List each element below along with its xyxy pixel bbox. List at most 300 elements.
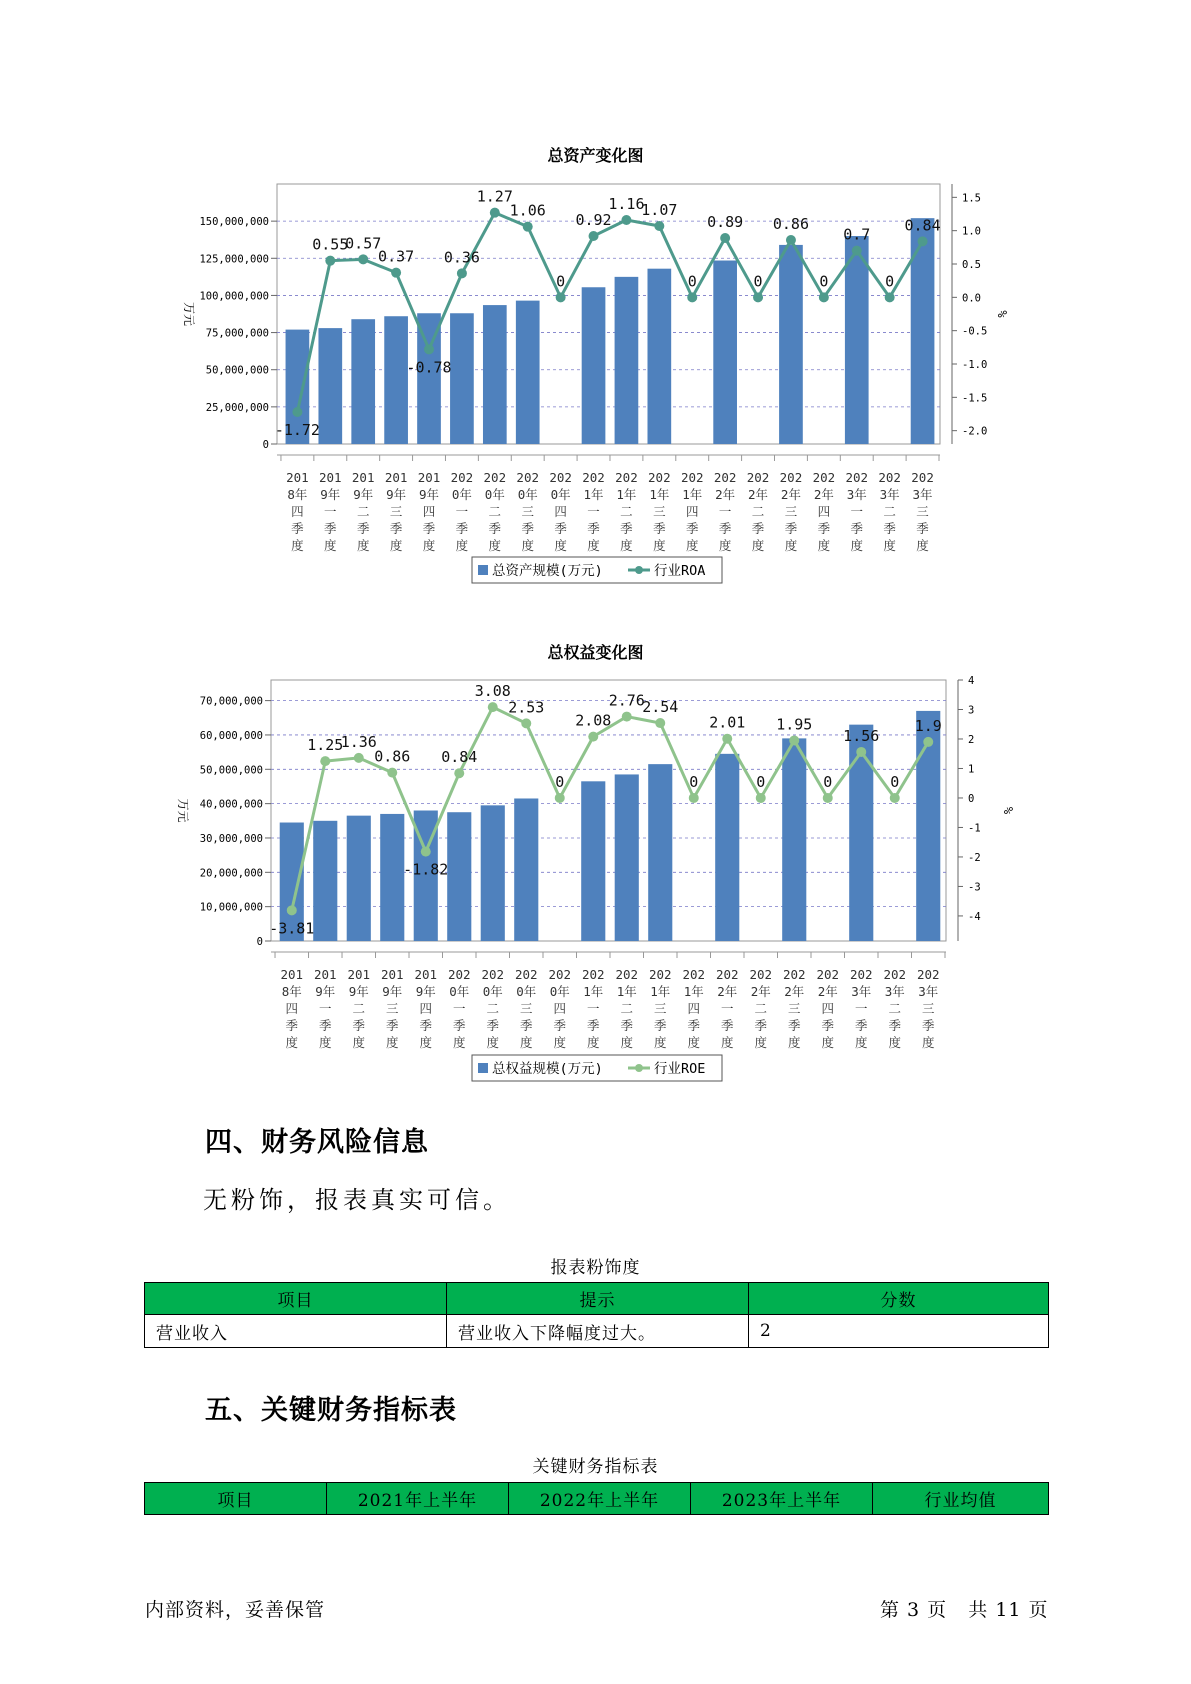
x-tick-label [280,967,303,1050]
y-tick-label: 70,000,000 [199,695,263,708]
svg-text:度: 度 [620,1035,634,1050]
svg-text:季: 季 [521,521,534,536]
svg-text:度: 度 [916,538,929,553]
svg-text:四: 四 [285,1001,299,1016]
svg-text:季: 季 [751,521,765,536]
data-label: 0 [819,272,829,291]
line-point [689,793,699,803]
y2-tick-label: -1 [968,822,981,835]
line-point [521,718,531,728]
data-label: 0.89 [707,213,744,231]
svg-text:202: 202 [680,470,704,485]
data-label: 2.08 [575,711,612,730]
svg-text:季: 季 [653,1018,667,1033]
svg-text:季: 季 [821,1018,835,1033]
line-point [287,905,297,915]
page-number: 第 3 页 共 11 页 [880,1599,1049,1621]
svg-text:度: 度 [324,538,337,553]
data-label: 2.01 [709,713,746,732]
x-tick-label [649,967,672,1050]
line-point [488,702,498,712]
svg-text:2年: 2年 [817,984,838,999]
svg-text:度: 度 [455,538,469,553]
data-label: 2.53 [508,698,545,717]
x-tick-label [883,967,906,1050]
svg-text:0年: 0年 [484,487,505,502]
svg-text:度: 度 [319,1035,332,1050]
svg-text:度: 度 [520,1035,533,1050]
svg-text:202: 202 [878,470,901,485]
svg-text:四: 四 [817,504,831,519]
svg-text:三: 三 [386,1001,399,1016]
svg-text:3年: 3年 [912,487,933,502]
svg-text:202: 202 [483,470,507,485]
svg-text:季: 季 [389,521,403,536]
x-tick-label [816,967,839,1050]
svg-text:9年: 9年 [315,984,336,999]
svg-text:度: 度 [389,538,403,553]
x-tick-label [850,967,873,1050]
svg-text:0年: 0年 [549,984,570,999]
legend-label: 行业ROE [654,1061,706,1077]
svg-text:度: 度 [285,1035,299,1050]
svg-text:二: 二 [620,504,633,519]
svg-text:202: 202 [845,470,869,485]
line-point [789,735,799,745]
svg-text:一: 一 [324,504,337,519]
svg-text:202: 202 [713,470,737,485]
svg-text:度: 度 [553,1035,567,1050]
data-label: 0 [890,772,900,791]
bar [782,738,806,941]
data-label: 0.86 [374,747,411,766]
line-point [823,793,833,803]
svg-text:季: 季 [587,1018,600,1033]
data-label: 0.84 [441,748,478,767]
svg-text:201: 201 [414,967,438,982]
svg-text:季: 季 [356,521,370,536]
data-label: 1.9 [914,716,942,735]
svg-text:四: 四 [821,1001,835,1016]
svg-text:202: 202 [648,470,671,485]
svg-text:0年: 0年 [449,984,470,999]
svg-text:202: 202 [782,967,806,982]
svg-text:一: 一 [854,1001,868,1016]
svg-text:度: 度 [419,1035,433,1050]
table-cell: 营业收入 [145,1315,447,1348]
svg-text:度: 度 [453,1035,466,1050]
svg-text:度: 度 [653,1035,667,1050]
svg-text:季: 季 [554,521,567,536]
svg-text:202: 202 [549,470,572,485]
data-label: 1.36 [340,732,377,751]
svg-text:202: 202 [481,967,505,982]
y-tick-label: 0 [262,439,269,451]
data-label: 0.84 [904,216,941,235]
data-label: 0 [823,772,833,791]
svg-text:0年: 0年 [516,984,537,999]
x-tick-label [749,967,772,1050]
legend-label: 总权益规模(万元) [492,1061,603,1077]
svg-text:季: 季 [754,1018,768,1033]
svg-text:2年: 2年 [717,984,738,999]
svg-text:9年: 9年 [320,487,341,502]
svg-text:度: 度 [817,538,831,553]
y-tick-label: 50,000,000 [205,364,269,377]
svg-text:1年: 1年 [650,984,671,999]
line-point [387,768,397,778]
svg-text:度: 度 [921,1035,935,1050]
svg-text:度: 度 [687,1035,701,1050]
bar [715,754,739,941]
data-label: -3.81 [269,919,315,938]
svg-text:三: 三 [916,504,929,519]
svg-text:一: 一 [455,504,469,519]
line-point [756,793,766,803]
y2-tick-label: 1.5 [962,192,981,205]
svg-text:202: 202 [749,967,773,982]
data-label: -0.78 [406,358,452,377]
y2-tick-label: 3 [968,704,975,717]
svg-text:0年: 0年 [482,984,503,999]
x-tick-label [783,967,806,1050]
section4-text: 无粉饰，报表真实可信。 [203,1186,511,1214]
svg-text:202: 202 [883,967,907,982]
data-label: 0 [756,772,766,791]
svg-text:0年: 0年 [550,487,571,502]
data-label: 0.37 [378,247,415,266]
bar [380,814,404,941]
svg-text:202: 202 [447,967,471,982]
chart-title-equity: 总权益变化图 [547,643,644,662]
data-label: 0.55 [312,235,349,254]
legend-line-marker [635,1064,643,1072]
svg-text:202: 202 [548,967,572,982]
svg-text:季: 季 [453,1018,466,1033]
x-tick-label [347,967,370,1050]
svg-text:度: 度 [653,538,666,553]
data-label: 1.56 [843,726,880,745]
svg-text:四: 四 [687,1001,701,1016]
line-point [622,712,632,722]
svg-text:季: 季 [620,1018,634,1033]
y-axis-label: 万元 [182,301,196,327]
y2-tick-label: -1.0 [962,359,988,371]
svg-text:202: 202 [615,470,638,485]
y-tick-label: 75,000,000 [205,327,269,340]
svg-text:季: 季 [285,1018,299,1033]
y2-tick-label: -2 [968,851,981,864]
data-label: 1.07 [641,201,678,219]
svg-text:三: 三 [520,1001,533,1016]
svg-text:三: 三 [921,1001,935,1016]
svg-text:度: 度 [486,1035,500,1050]
y2-tick-label: 4 [968,675,975,687]
table-cell: 2 [749,1315,1049,1348]
data-label: 0 [885,272,895,291]
y-tick-label: 100,000,000 [199,290,269,303]
svg-text:度: 度 [587,1035,600,1050]
y2-tick-label: -0.5 [962,325,988,338]
svg-text:度: 度 [850,538,864,553]
svg-text:季: 季 [916,521,929,536]
svg-text:1年: 1年 [583,984,604,999]
data-label: 0.92 [575,211,612,229]
svg-text:季: 季 [324,521,337,536]
x-tick-label [615,967,638,1050]
y2-tick-label: 0 [968,792,975,805]
y2-tick-label: -3 [968,881,981,894]
section4-title: 四、财务风险信息 [205,1127,429,1158]
svg-text:三: 三 [389,504,403,519]
svg-text:度: 度 [888,1035,902,1050]
x-tick-label [381,967,404,1050]
data-label: 0.57 [345,234,382,253]
y-tick-label: 10,000,000 [199,901,263,914]
y2-axis-label: % [995,310,1009,318]
svg-text:9年: 9年 [418,487,440,502]
svg-text:度: 度 [521,538,534,553]
y-tick-label: 25,000,000 [205,401,269,414]
svg-text:季: 季 [553,1018,567,1033]
svg-text:季: 季 [850,521,864,536]
bar [481,805,505,941]
data-label: 0.86 [772,215,810,233]
svg-text:201: 201 [286,470,309,485]
svg-text:202: 202 [816,967,840,982]
line-point [421,847,431,857]
table-header: 项目 [145,1283,447,1315]
svg-text:201: 201 [319,470,342,485]
svg-text:度: 度 [718,538,732,553]
svg-text:度: 度 [352,1035,366,1050]
svg-text:四: 四 [685,504,699,519]
legend-bar-swatch [478,1063,488,1073]
svg-text:1年: 1年 [616,984,637,999]
table-header: 分数 [749,1283,1049,1315]
table-header: 2022年上半年 [509,1483,691,1515]
svg-text:202: 202 [582,470,605,485]
svg-text:四: 四 [419,1001,433,1016]
svg-text:季: 季 [488,521,502,536]
footer-note: 内部资料，妥善保管 [145,1599,326,1621]
x-tick-label [414,967,437,1050]
line-point [856,747,866,757]
bar [849,725,873,941]
x-tick-label [515,967,538,1050]
y-tick-label: 0 [256,936,263,948]
bar [514,798,538,941]
svg-text:季: 季 [419,1018,433,1033]
svg-text:201: 201 [351,470,375,485]
svg-text:季: 季 [422,521,436,536]
svg-text:二: 二 [754,1001,768,1016]
svg-text:三: 三 [784,504,798,519]
bar [648,764,672,941]
x-tick-label [716,967,739,1050]
y-tick-label: 20,000,000 [199,867,263,880]
svg-text:1年: 1年 [649,487,670,502]
table-header: 行业均值 [873,1483,1049,1515]
y2-tick-label: 2 [968,733,975,746]
svg-text:四: 四 [422,504,436,519]
svg-text:202: 202 [514,967,538,982]
x-tick-label [917,967,940,1050]
svg-text:二: 二 [356,504,370,519]
table-cell: 营业收入下降幅度过大。 [447,1315,749,1348]
svg-text:度: 度 [754,1035,768,1050]
svg-text:201: 201 [384,470,408,485]
bar [313,821,337,941]
svg-text:9年: 9年 [353,487,374,502]
svg-text:2年: 2年 [780,487,801,502]
svg-text:季: 季 [352,1018,366,1033]
svg-text:度: 度 [356,538,370,553]
svg-text:202: 202 [516,470,540,485]
x-tick-label [682,967,705,1050]
svg-text:度: 度 [386,1035,399,1050]
svg-text:三: 三 [653,1001,667,1016]
svg-text:季: 季 [817,521,831,536]
svg-text:二: 二 [620,1001,634,1016]
svg-text:202: 202 [450,470,474,485]
y-tick-label: 125,000,000 [199,253,269,266]
y2-axis-label: % [1001,806,1015,815]
svg-text:一: 一 [850,504,864,519]
data-label: 3.08 [474,682,511,701]
svg-text:度: 度 [821,1035,835,1050]
svg-text:度: 度 [854,1035,868,1050]
svg-text:度: 度 [784,538,798,553]
y2-tick-label: -4 [968,910,981,923]
data-label: 0 [556,272,566,291]
svg-text:二: 二 [751,504,765,519]
svg-text:202: 202 [746,470,770,485]
svg-text:202: 202 [682,967,706,982]
line-point [923,737,933,747]
data-label: -1.72 [274,421,320,439]
svg-text:度: 度 [620,538,633,553]
svg-text:3年: 3年 [918,984,939,999]
table2-caption: 关键财务指标表 [532,1457,659,1477]
line-point [555,793,565,803]
svg-text:季: 季 [520,1018,533,1033]
svg-text:季: 季 [787,1018,801,1033]
line-point [320,756,330,766]
svg-text:202: 202 [812,470,836,485]
data-label: 1.95 [776,715,813,734]
svg-text:201: 201 [313,967,337,982]
whitewash-table [144,1282,1049,1348]
svg-text:3年: 3年 [879,487,900,502]
key-metrics-table [144,1482,1049,1515]
svg-text:季: 季 [319,1018,332,1033]
legend-label: 行业ROA [654,563,706,579]
line-point [588,732,598,742]
svg-text:度: 度 [554,538,567,553]
chart-title-assets: 总资产变化图 [547,146,644,165]
svg-text:0年: 0年 [517,487,538,502]
y-tick-label: 40,000,000 [199,798,263,811]
svg-text:季: 季 [386,1018,399,1033]
svg-text:8年: 8年 [281,984,302,999]
svg-text:一: 一 [453,1001,466,1016]
data-label: 1.16 [608,195,645,213]
table-header: 2023年上半年 [691,1483,873,1515]
table-header: 2021年上半年 [327,1483,509,1515]
svg-text:三: 三 [521,504,534,519]
y-tick-label: 50,000,000 [199,764,263,777]
svg-text:3年: 3年 [851,984,872,999]
table-header: 提示 [447,1283,749,1315]
svg-text:二: 二 [352,1001,366,1016]
svg-text:度: 度 [787,1035,801,1050]
svg-text:8年: 8年 [287,487,308,502]
data-label: 0.36 [443,248,480,267]
svg-text:二: 二 [486,1001,500,1016]
bar [447,812,471,941]
svg-text:9年: 9年 [415,984,436,999]
svg-text:202: 202 [916,967,940,982]
svg-text:季: 季 [653,521,666,536]
y2-tick-label: -2.0 [962,425,988,438]
svg-text:二: 二 [888,1001,902,1016]
bar [615,774,639,941]
svg-text:1年: 1年 [682,487,703,502]
data-label: 0 [753,272,763,291]
svg-text:度: 度 [883,538,896,553]
svg-text:季: 季 [888,1018,902,1033]
data-label: 0 [555,772,565,791]
svg-text:202: 202 [615,967,639,982]
x-tick-label [481,967,504,1050]
svg-text:一: 一 [587,504,600,519]
svg-text:202: 202 [715,967,739,982]
svg-text:四: 四 [291,504,304,519]
svg-text:三: 三 [653,504,666,519]
svg-text:四: 四 [554,504,567,519]
svg-text:季: 季 [718,521,732,536]
data-label: 0 [689,772,699,791]
svg-text:9年: 9年 [348,984,369,999]
y-tick-label: 150,000,000 [199,216,269,229]
svg-text:2年: 2年 [748,487,769,502]
svg-text:一: 一 [718,504,732,519]
svg-text:季: 季 [854,1018,868,1033]
y2-tick-label: 0.5 [962,259,981,271]
data-label: 2.76 [608,691,645,710]
svg-text:201: 201 [417,470,441,485]
svg-text:季: 季 [921,1018,935,1033]
svg-text:二: 二 [883,504,896,519]
svg-text:3年: 3年 [846,487,867,502]
table1-caption: 报表粉饰度 [550,1258,641,1278]
svg-text:度: 度 [291,538,304,553]
svg-text:1年: 1年 [583,487,604,502]
svg-text:季: 季 [685,521,699,536]
svg-text:度: 度 [488,538,502,553]
svg-text:202: 202 [911,470,934,485]
data-label: 1.27 [476,187,513,206]
data-label: 1.25 [307,736,344,755]
svg-text:一: 一 [319,1001,332,1016]
svg-text:度: 度 [422,538,436,553]
y2-tick-label: 1.0 [962,225,981,238]
y-tick-label: 60,000,000 [199,729,263,742]
line-point [354,753,364,763]
svg-text:2年: 2年 [750,984,771,999]
svg-text:三: 三 [787,1001,801,1016]
